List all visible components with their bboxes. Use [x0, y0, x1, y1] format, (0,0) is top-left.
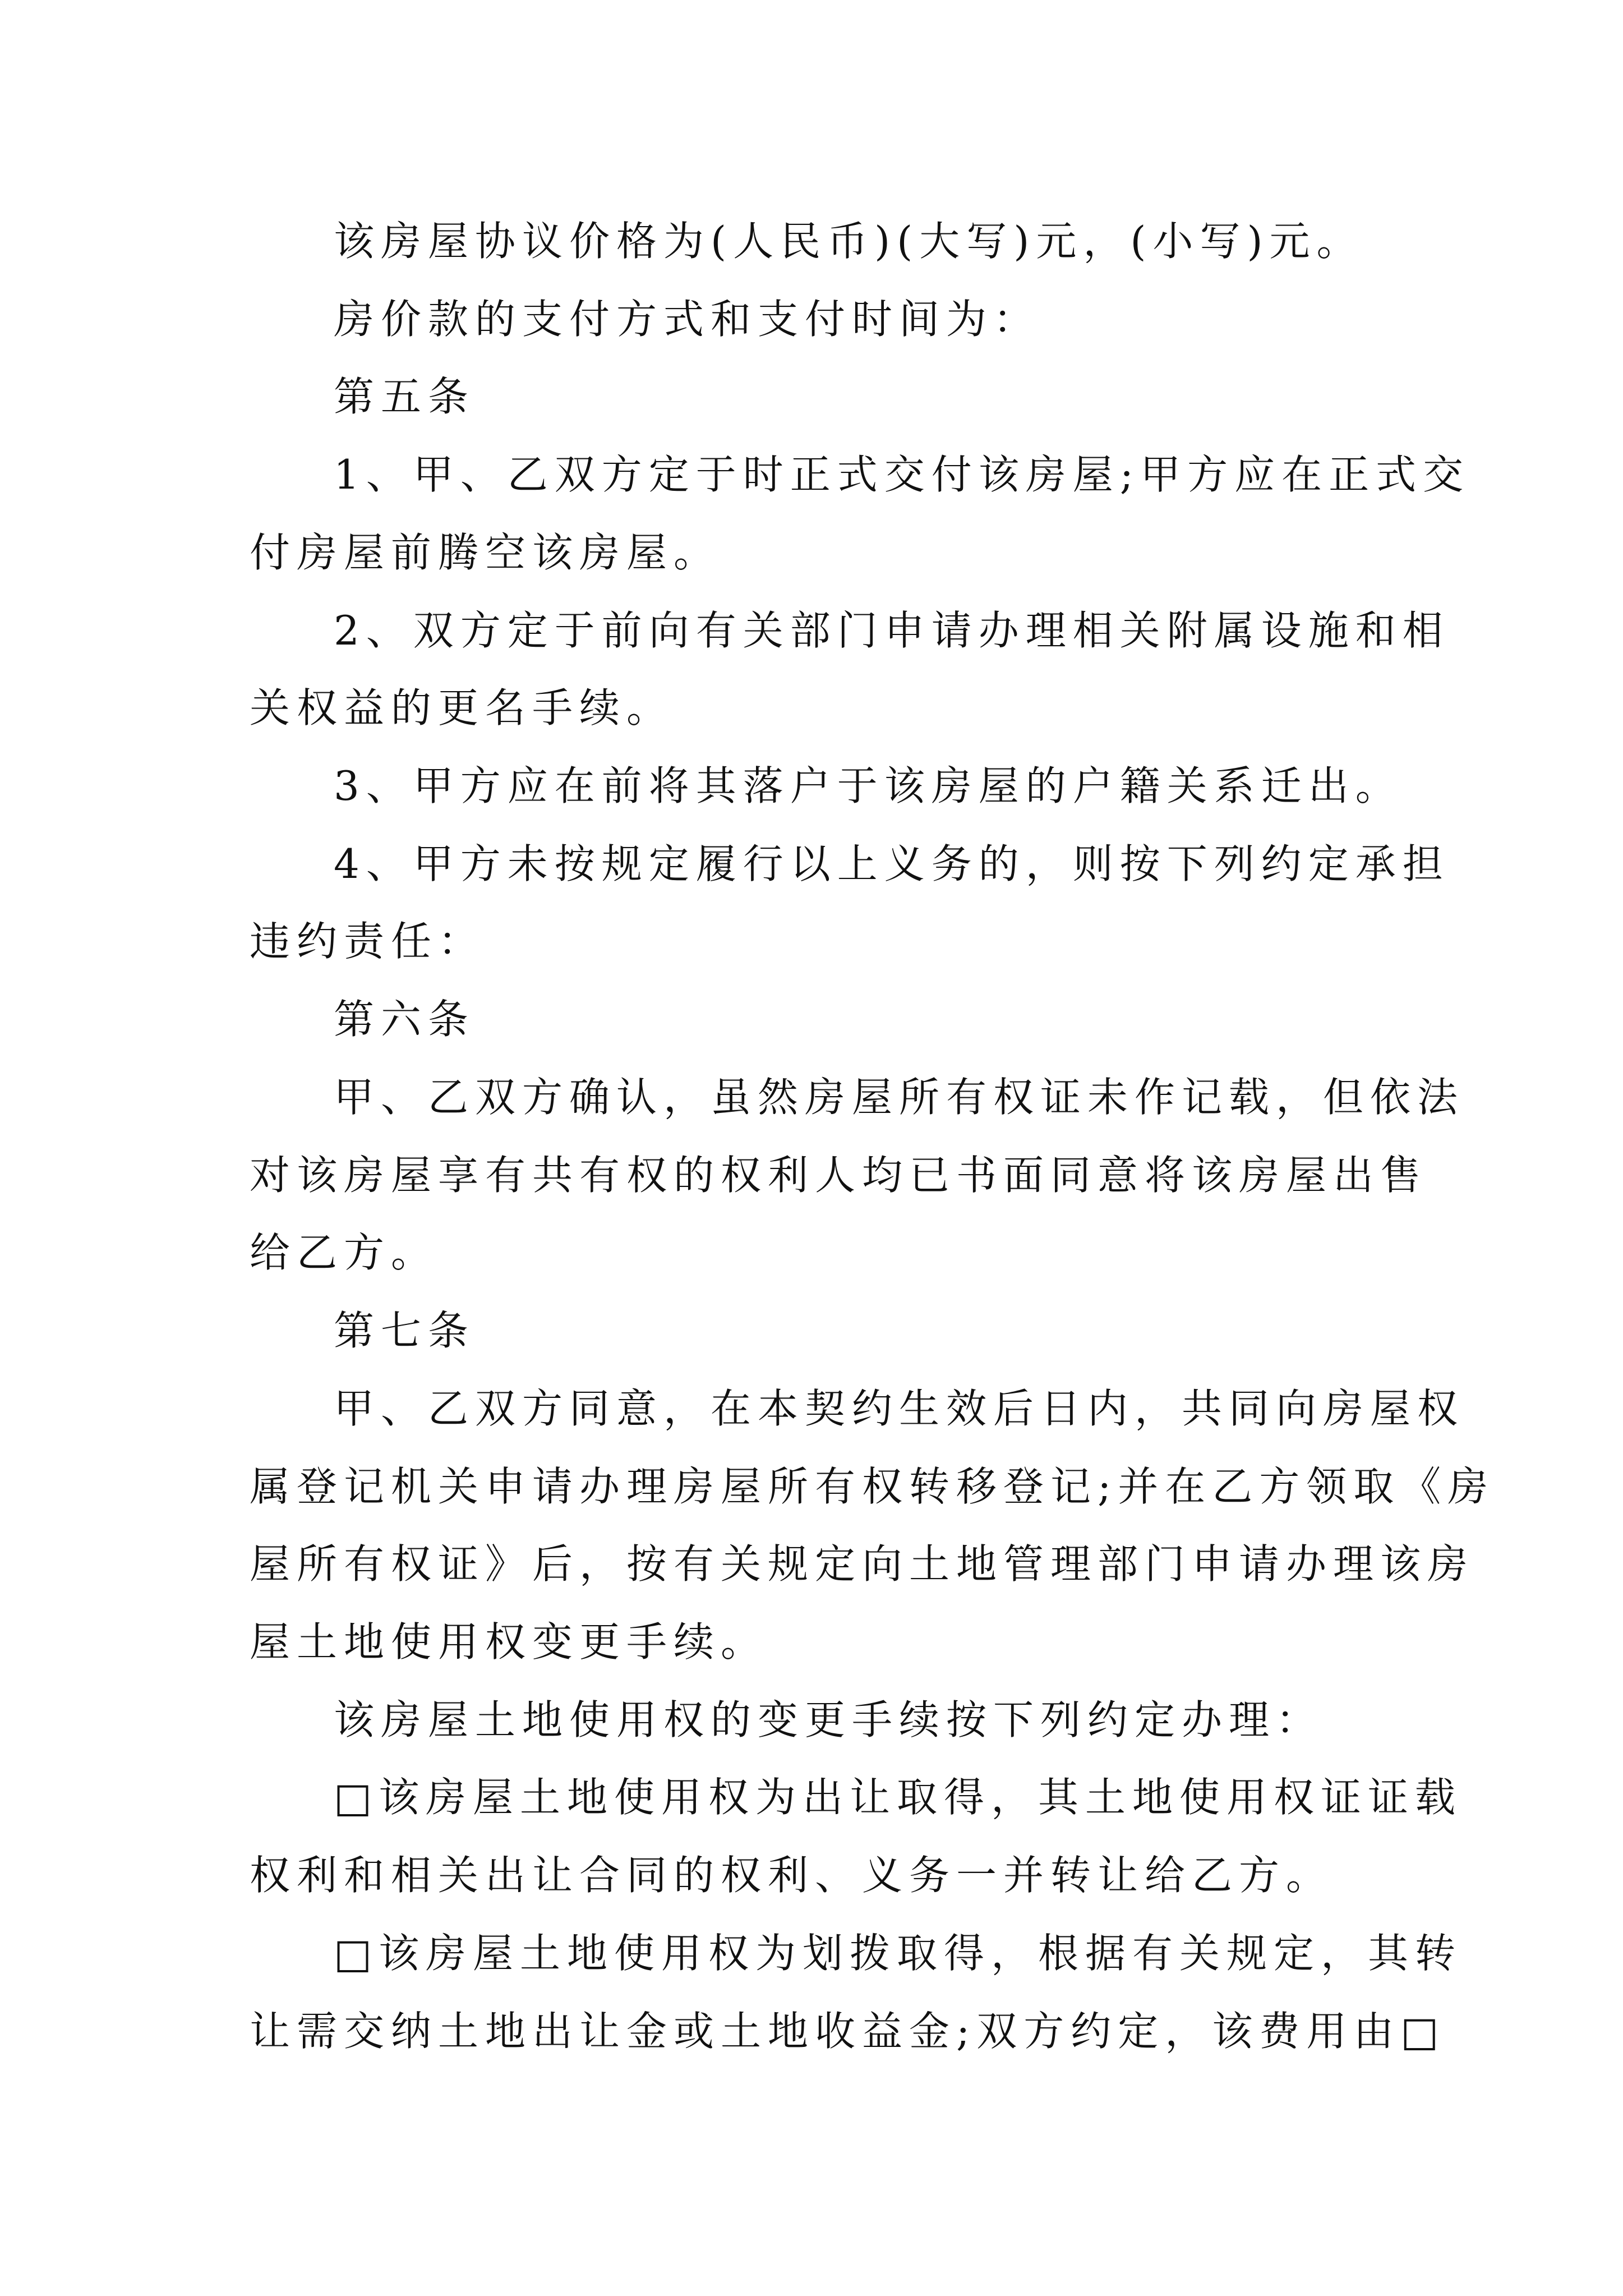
text-line: 该房屋协议价格为(人民币)(大写)元，(小写)元。 — [334, 218, 1364, 265]
text-line: 权利和相关出让合同的权利、义务一并转让给乙方。 — [250, 1852, 1334, 1899]
text-line: 甲、乙双方确认，虽然房屋所有权证未作记载，但依法 — [334, 1074, 1465, 1121]
text-line: 2、双方定于前向有关部门申请办理相关附属设施和相 — [334, 607, 1450, 654]
text-line: 房价款的支付方式和支付时间为： — [334, 296, 1041, 343]
text-line: 属登记机关申请办理房屋所有权转移登记;并在乙方领取《房 — [250, 1463, 1495, 1510]
text-line: 屋土地使用权变更手续。 — [250, 1618, 768, 1665]
text-line: 屋所有权证》后，按有关规定向土地管理部门申请办理该房 — [250, 1540, 1475, 1588]
text-line: 让需交纳土地出让金或土地收益金;双方约定，该费用由□ — [250, 2008, 1446, 2055]
section-heading: 第五条 — [334, 373, 476, 420]
section-heading: 第七条 — [334, 1307, 476, 1354]
text-line: 甲、乙双方同意，在本契约生效后日内，共同向房屋权 — [334, 1385, 1465, 1432]
text-line: 付房屋前腾空该房屋。 — [250, 529, 721, 576]
text-line: 3、甲方应在前将其落户于该房屋的户籍关系迁出。 — [334, 762, 1403, 809]
text-line: 4、甲方未按规定履行以上义务的，则按下列约定承担 — [334, 840, 1450, 887]
text-line: 给乙方。 — [250, 1229, 439, 1276]
text-line: 关权益的更名手续。 — [250, 684, 674, 731]
text-line: 对该房屋享有共有权的权利人均已书面同意将该房屋出售 — [250, 1152, 1428, 1199]
text-line: 该房屋土地使用权的变更手续按下列约定办理： — [334, 1696, 1324, 1743]
text-line: 违约责任： — [250, 918, 486, 965]
checkbox-line: □该房屋土地使用权为出让取得，其土地使用权证证载 — [334, 1774, 1463, 1821]
checkbox-line: □该房屋土地使用权为划拨取得，根据有关规定，其转 — [334, 1930, 1463, 1977]
text-line: 1、甲、乙双方定于时正式交付该房屋;甲方应在正式交 — [334, 451, 1470, 498]
section-heading: 第六条 — [334, 996, 476, 1043]
